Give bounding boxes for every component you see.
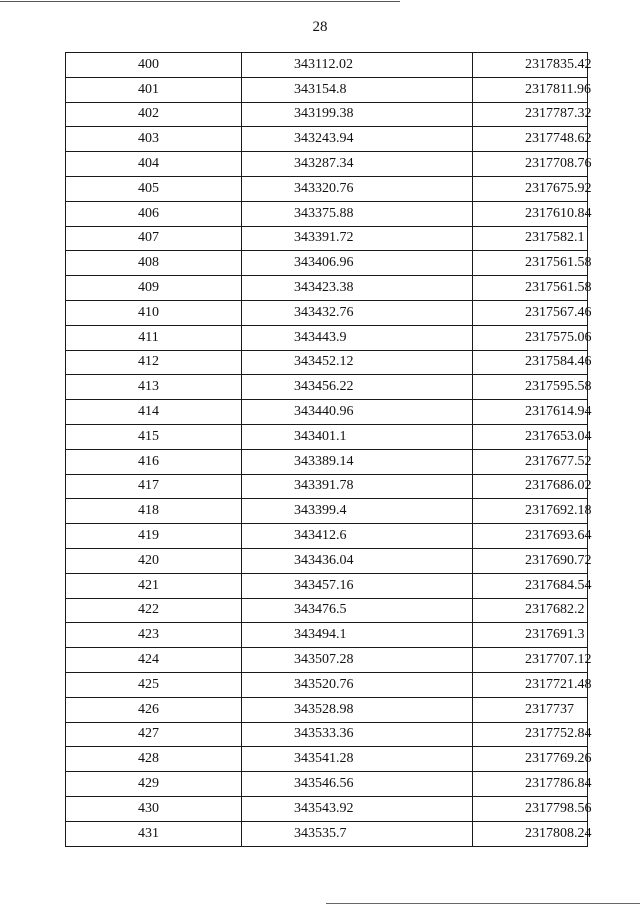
point-number-cell: 416 [66,449,242,474]
y-coordinate-cell: 2317682.2 [473,598,588,623]
x-coordinate-cell: 343533.36 [242,722,473,747]
x-coordinate-cell: 343389.14 [242,449,473,474]
x-coordinate-cell: 343154.8 [242,77,473,102]
top-rule [0,1,400,2]
x-coordinate-cell: 343507.28 [242,648,473,673]
table-row [66,548,588,573]
x-coordinate-cell: 343412.6 [242,524,473,549]
y-coordinate-cell: 2317693.64 [473,524,588,549]
y-coordinate-cell: 2317811.96 [473,77,588,102]
coordinates-table-body [66,53,592,847]
table-row [66,201,588,226]
table-row [66,722,588,747]
table-row [66,325,588,350]
point-number-cell: 418 [66,499,242,524]
x-coordinate-cell: 343528.98 [242,697,473,722]
y-coordinate-cell: 2317595.58 [473,375,588,400]
y-coordinate-cell: 2317786.84 [473,772,588,797]
y-coordinate-cell: 2317787.32 [473,102,588,127]
point-number-cell: 421 [66,573,242,598]
table-row [66,102,588,127]
table-row [66,598,588,623]
x-coordinate-cell: 343243.94 [242,127,473,152]
point-number-cell: 419 [66,524,242,549]
point-number-cell: 405 [66,176,242,201]
table-row [66,424,588,449]
point-number-cell: 402 [66,102,242,127]
point-number-cell: 412 [66,350,242,375]
point-number-cell: 410 [66,300,242,325]
table-row [66,251,588,276]
table-row [66,573,588,598]
table-row [66,821,588,846]
table-row [66,623,588,648]
table-row [66,796,588,821]
y-coordinate-cell: 2317708.76 [473,152,588,177]
y-coordinate-cell: 2317835.42 [473,53,588,78]
point-number-cell: 400 [66,53,242,78]
bottom-rule [326,903,640,904]
point-number-cell: 428 [66,747,242,772]
table-row [66,499,588,524]
x-coordinate-cell: 343457.16 [242,573,473,598]
point-number-cell: 427 [66,722,242,747]
table-row [66,127,588,152]
x-coordinate-cell: 343399.4 [242,499,473,524]
table-row [66,747,588,772]
coordinates-table [65,52,592,847]
y-coordinate-cell: 2317737 [473,697,588,722]
table-row [66,176,588,201]
point-number-cell: 431 [66,821,242,846]
point-number-cell: 401 [66,77,242,102]
x-coordinate-cell: 343535.7 [242,821,473,846]
y-coordinate-cell: 2317769.26 [473,747,588,772]
x-coordinate-cell: 343456.22 [242,375,473,400]
table-row [66,300,588,325]
table-row [66,672,588,697]
table-row [66,449,588,474]
y-coordinate-cell: 2317567.46 [473,300,588,325]
table-row [66,648,588,673]
x-coordinate-cell: 343401.1 [242,424,473,449]
table-row [66,77,588,102]
x-coordinate-cell: 343320.76 [242,176,473,201]
y-coordinate-cell: 2317677.52 [473,449,588,474]
x-coordinate-cell: 343546.56 [242,772,473,797]
x-coordinate-cell: 343199.38 [242,102,473,127]
y-coordinate-cell: 2317690.72 [473,548,588,573]
point-number-cell: 408 [66,251,242,276]
x-coordinate-cell: 343406.96 [242,251,473,276]
x-coordinate-cell: 343391.78 [242,474,473,499]
y-coordinate-cell: 2317575.06 [473,325,588,350]
page-number: 28 [312,19,328,35]
point-number-cell: 420 [66,548,242,573]
table-row [66,375,588,400]
x-coordinate-cell: 343436.04 [242,548,473,573]
x-coordinate-cell: 343112.02 [242,53,473,78]
point-number-cell: 417 [66,474,242,499]
point-number-cell: 430 [66,796,242,821]
y-coordinate-cell: 2317748.62 [473,127,588,152]
y-coordinate-cell: 2317707.12 [473,648,588,673]
x-coordinate-cell: 343476.5 [242,598,473,623]
y-coordinate-cell: 2317584.46 [473,350,588,375]
y-coordinate-cell: 2317692.18 [473,499,588,524]
x-coordinate-cell: 343541.28 [242,747,473,772]
x-coordinate-cell: 343423.38 [242,276,473,301]
y-coordinate-cell: 2317684.54 [473,573,588,598]
table-row [66,350,588,375]
point-number-cell: 403 [66,127,242,152]
point-number-cell: 426 [66,697,242,722]
point-number-cell: 411 [66,325,242,350]
x-coordinate-cell: 343494.1 [242,623,473,648]
point-number-cell: 404 [66,152,242,177]
point-number-cell: 409 [66,276,242,301]
point-number-cell: 414 [66,400,242,425]
point-number-cell: 413 [66,375,242,400]
x-coordinate-cell: 343452.12 [242,350,473,375]
point-number-cell: 429 [66,772,242,797]
y-coordinate-cell: 2317610.84 [473,201,588,226]
y-coordinate-cell: 2317561.58 [473,276,588,301]
point-number-cell: 406 [66,201,242,226]
y-coordinate-cell: 2317582.1 [473,226,588,251]
table-row [66,524,588,549]
table-row [66,53,588,78]
table-row [66,400,588,425]
point-number-cell: 422 [66,598,242,623]
y-coordinate-cell: 2317561.58 [473,251,588,276]
x-coordinate-cell: 343520.76 [242,672,473,697]
table-row [66,152,588,177]
table-row [66,226,588,251]
y-coordinate-cell: 2317721.48 [473,672,588,697]
y-coordinate-cell: 2317798.56 [473,796,588,821]
table-row [66,276,588,301]
x-coordinate-cell: 343375.88 [242,201,473,226]
y-coordinate-cell: 2317675.92 [473,176,588,201]
x-coordinate-cell: 343432.76 [242,300,473,325]
table-row [66,697,588,722]
point-number-cell: 425 [66,672,242,697]
point-number-cell: 415 [66,424,242,449]
table-row [66,474,588,499]
y-coordinate-cell: 2317808.24 [473,821,588,846]
x-coordinate-cell: 343391.72 [242,226,473,251]
y-coordinate-cell: 2317653.04 [473,424,588,449]
y-coordinate-cell: 2317691.3 [473,623,588,648]
x-coordinate-cell: 343443.9 [242,325,473,350]
x-coordinate-cell: 343287.34 [242,152,473,177]
point-number-cell: 423 [66,623,242,648]
point-number-cell: 424 [66,648,242,673]
table-row [66,772,588,797]
x-coordinate-cell: 343440.96 [242,400,473,425]
x-coordinate-cell: 343543.92 [242,796,473,821]
y-coordinate-cell: 2317686.02 [473,474,588,499]
y-coordinate-cell: 2317752.84 [473,722,588,747]
y-coordinate-cell: 2317614.94 [473,400,588,425]
point-number-cell: 407 [66,226,242,251]
